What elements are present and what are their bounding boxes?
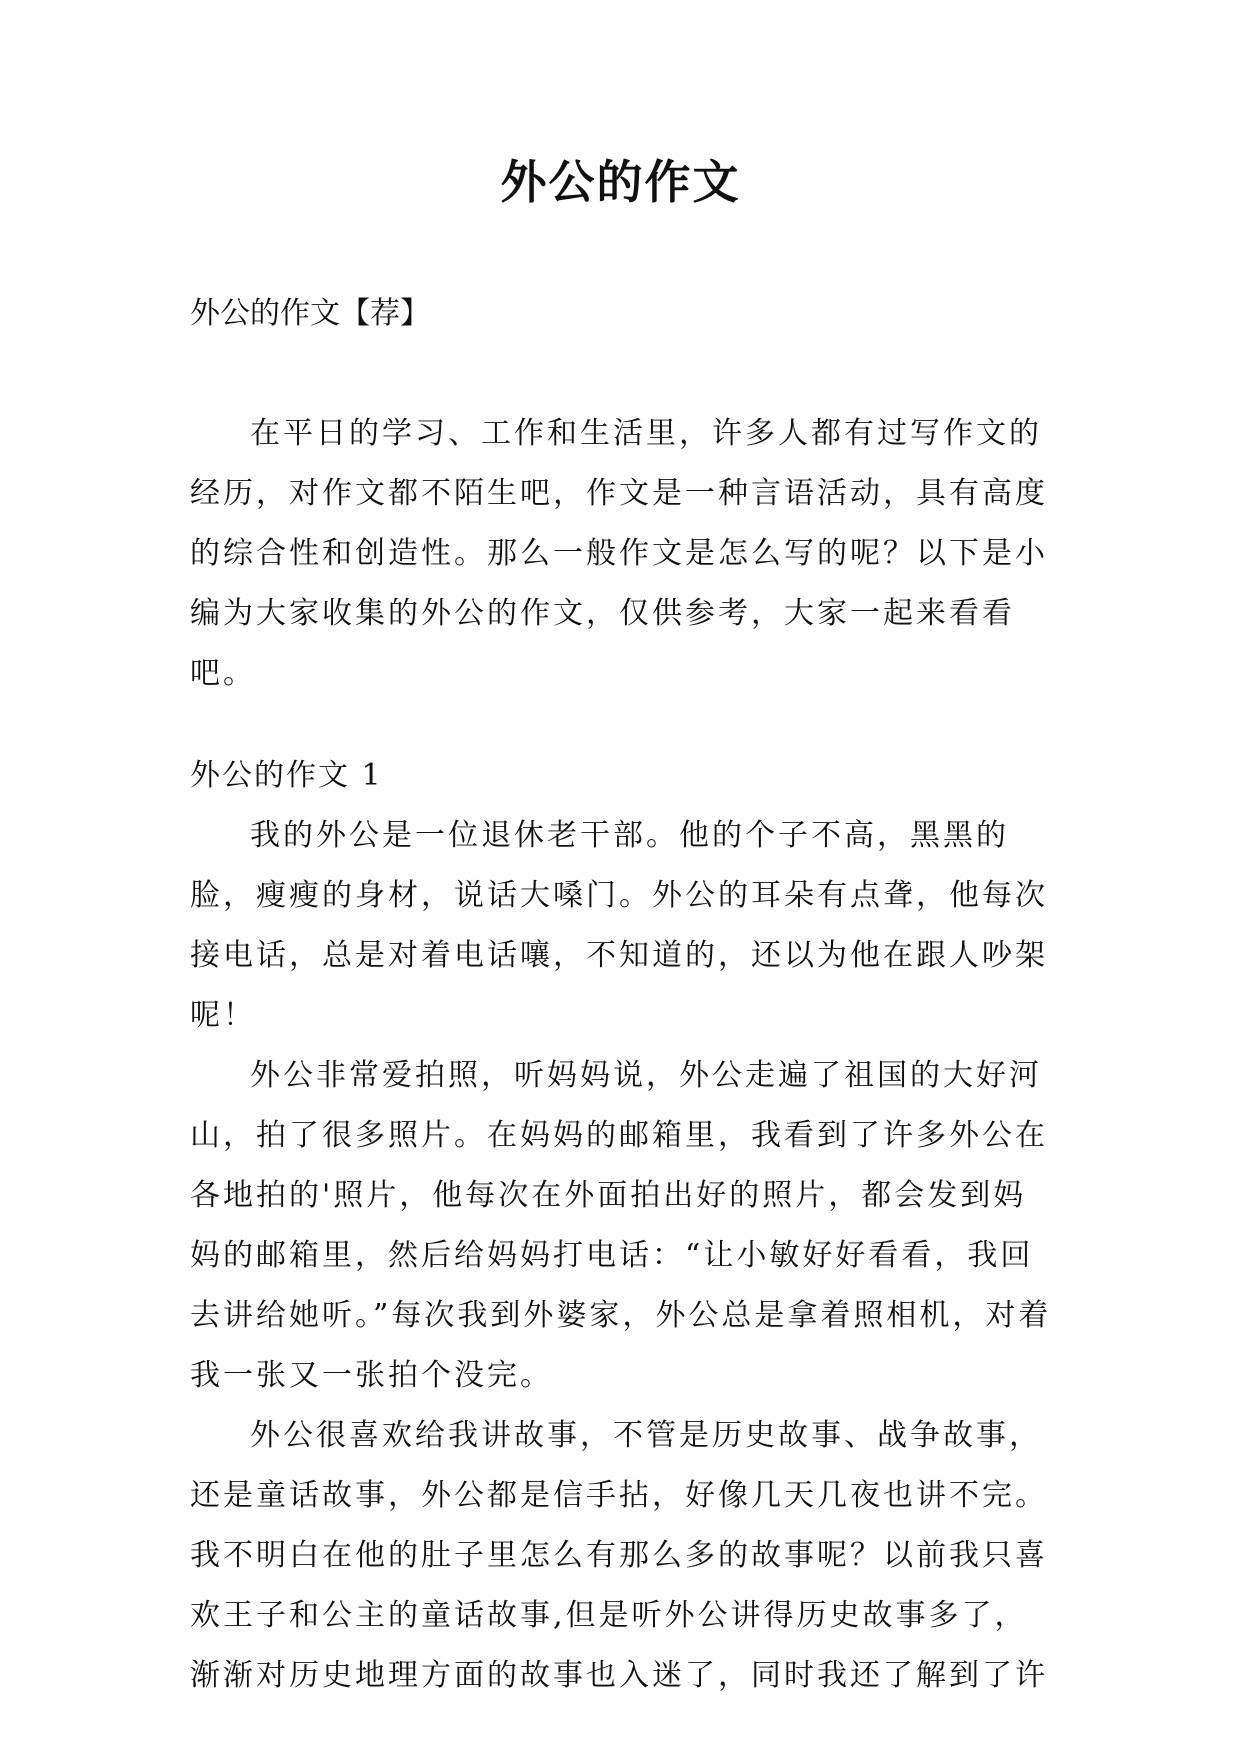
intro-section (190, 404, 1052, 704)
intro-paragraph: 在平日的学习、工作和生活里，许多人都有过写作文的经历，对作文都不陌生吧，作文是一种言语活动，具有高度的综合性和创造性。那么一般作文是怎么写的呢？以下是小编为大家收集的外公的作文，仅供参考，大家一起来看看吧。 (190, 416, 1048, 691)
essay-paragraph: 外公很喜欢给我讲故事，不管是历史故事、战争故事，还是童话故事，外公都是信手拈，好像几天几夜也讲不完。我不明白在他的肚子里怎么有那么多的故事呢？以前我只喜欢王子和公主的童话故事,但是听外公讲得历史故事多了，渐渐对历史地理方面的故事也入迷了，同时我还了解到了许 (190, 1418, 1048, 1693)
essay-paragraph: 外公非常爱拍照，听妈妈说，外公走遍了祖国的大好河山，拍了很多照片。在妈妈的邮箱里，我看到了许多外公在各地拍的'照片，他每次在外面拍出好的照片，都会发到妈妈的邮箱里，然后给妈妈打电话：“让小敏好好看看，我回去讲给她听。”每次我到外婆家，外公总是拿着照相机，对着我一张又一张拍个没完。 (190, 1058, 1052, 1393)
essay-paragraph: 我的外公是一位退休老干部。他的个子不高，黑黑的脸，瘦瘦的身材，说话大嗓门。外公的耳朵有点聋，他每次接电话，总是对着电话嚷，不知道的，还以为他在跟人吵架呢！ (190, 818, 1048, 1033)
document-title: 外公的作文 (500, 155, 741, 209)
essay-section (190, 746, 1052, 1706)
essay-heading: 外公的作文 1 (190, 758, 383, 793)
document-subtitle: 外公的作文【荐】 (190, 296, 430, 331)
